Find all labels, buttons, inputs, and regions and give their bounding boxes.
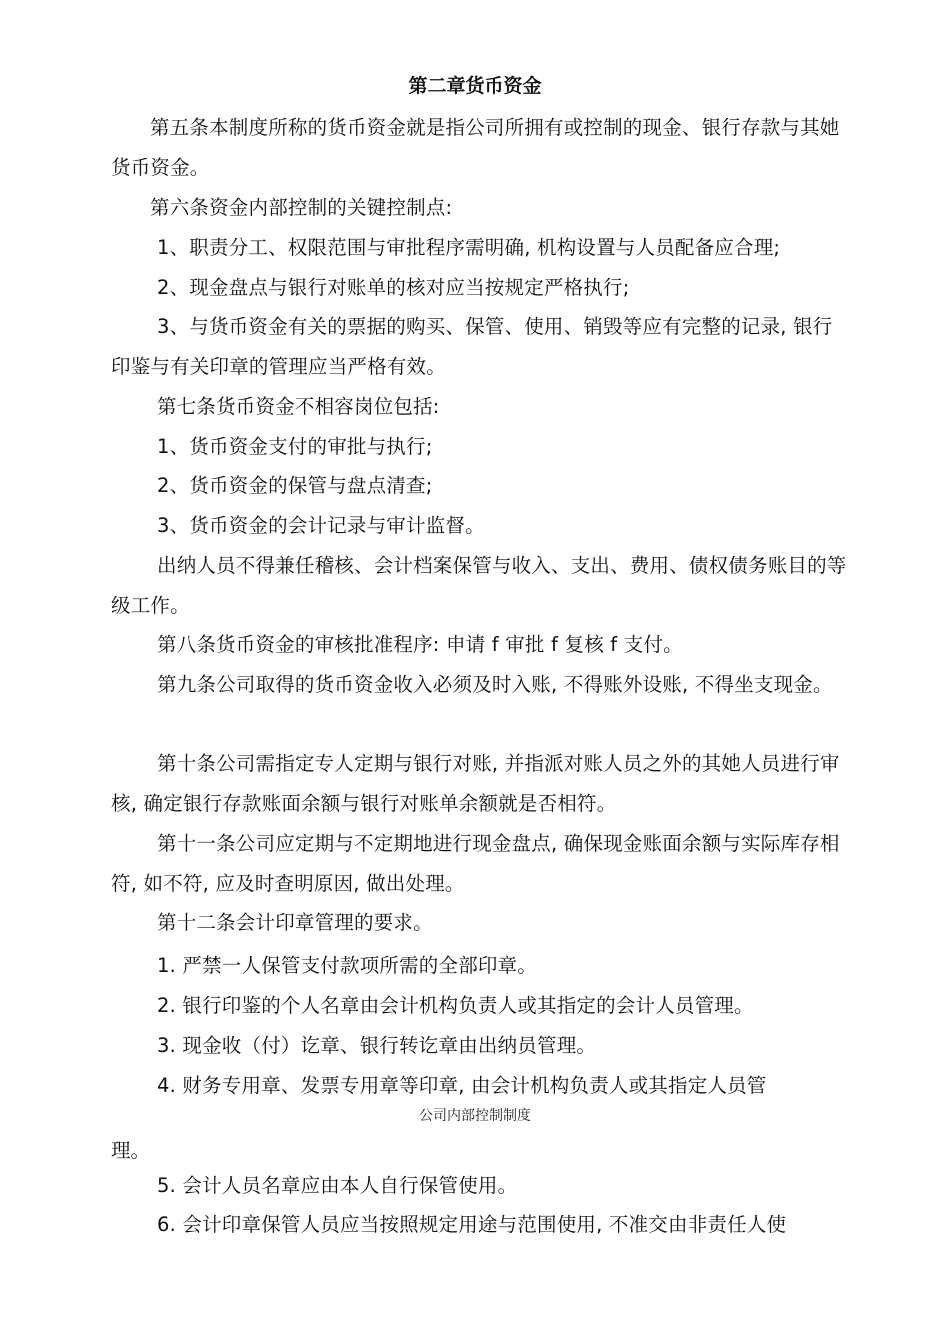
paragraph-article-6: 第六条资金内部控制的关键控制点: [150,196,453,219]
paragraph-article-10: 第十条公司需指定专人定期与银行对账, 并指派对账人员之外的其她人员进行审核, 确定银行存款账面余额与银行对账单余额就是否相符。 [111,752,840,815]
paragraph-article-11: 第十一条公司应定期与不定期地进行现金盘点, 确保现金账面余额与实际库存相符, 如不符, 应及时查明原因, 做出处理。 [111,832,840,895]
list-item: 6. 会计印章保管人员应当按照规定用途与范围使用, 不准交由非责任人使 [157,1213,787,1236]
list-item: 5. 会计人员名章应由本人自行保管使用。 [157,1174,518,1197]
list-item: 4. 财务专用章、发票专用章等印章, 由会计机构负责人或其指定人员管 [157,1074,767,1097]
list-item: 1、货币资金支付的审批与执行; [157,435,433,458]
paragraph-article-5: 第五条本制度所称的货币资金就是指公司所拥有或控制的现金、银行存款与其她货币资金。 [111,116,840,179]
list-item: 3、与货币资金有关的票据的购买、保管、使用、销毁等应有完整的记录, 银行印鉴与有关印章的管理应当严格有效。 [111,315,833,378]
paragraph-article-8: 第八条货币资金的审核批准程序: 申请 f 审批 f 复核 f 支付。 [157,633,683,656]
list-item: 1、职责分工、权限范围与审批程序需明确, 机构设置与人员配备应合理; [157,236,781,259]
chapter-title: 第二章货币资金 [408,75,542,97]
list-item: 2、现金盘点与银行对账单的核对应当按规定严格执行; [157,276,630,299]
list-item: 3. 现金收（付）讫章、银行转讫章由出纳员管理。 [157,1034,597,1057]
paragraph-article-7: 第七条货币资金不相容岗位包括: [157,395,440,418]
paragraph-continuation: 理。 [111,1139,151,1162]
list-item: 2. 银行印鉴的个人名章由会计机构负责人或其指定的会计人员管理。 [157,994,754,1017]
paragraph-article-12: 第十二条会计印章管理的要求。 [157,911,433,934]
paragraph-cashier-rule: 出纳人员不得兼任稽核、会计档案保管与收入、支出、费用、债权债务账目的等级工作。 [111,554,847,617]
list-item: 1. 严禁一人保管支付款项所需的全部印章。 [157,954,538,977]
page-footer: 公司内部控制制度 [419,1108,531,1124]
paragraph-article-9: 第九条公司取得的货币资金收入必须及时入账, 不得账外设账, 不得坐支现金。 [157,673,833,696]
list-item: 3、货币资金的会计记录与审计监督。 [157,514,485,537]
list-item: 2、货币资金的保管与盘点清查; [157,474,433,497]
